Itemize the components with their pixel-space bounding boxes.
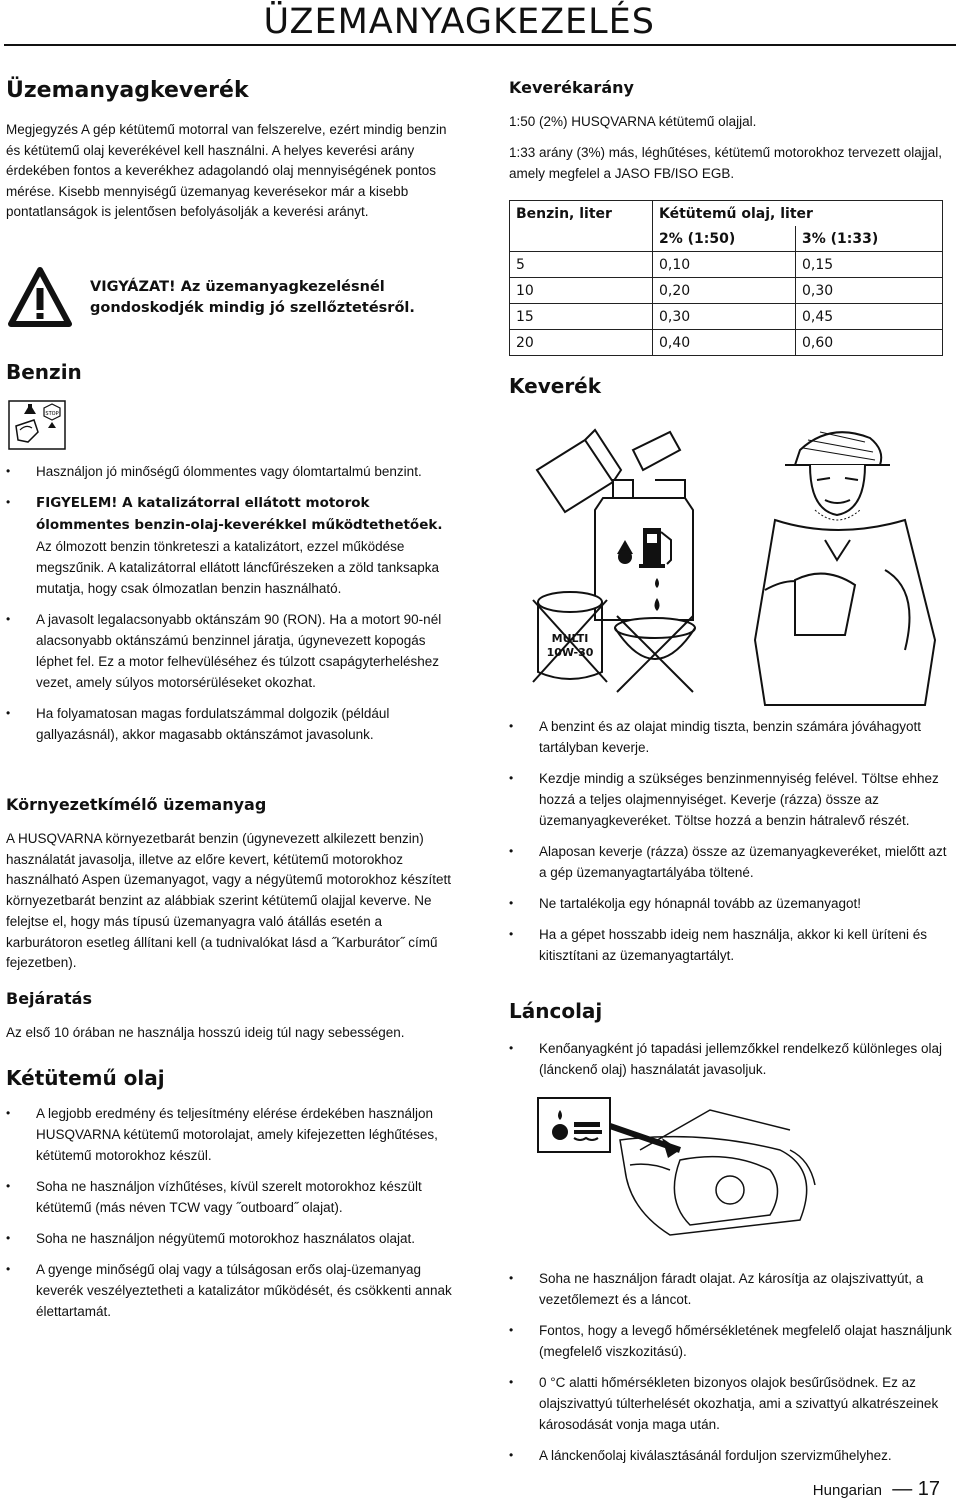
table-cell: 0,45 [796,304,943,330]
table-cell: 0,15 [796,252,943,278]
table-header-row [510,201,943,227]
table-cell: 0,20 [653,278,796,304]
oil-bullet: • A legjobb eredmény és teljesítmény elérése érdekében használjon HUSQVARNA kétütemű motorolajat, amely kifejezetten léghűtéses, kétütemű motorokhoz készül. [6,1103,456,1166]
mixing-bullet-list [509,716,955,976]
table-row [510,304,943,330]
table-cell: 0,60 [796,330,943,356]
table-cell: 5 [510,252,653,278]
chain-oil-bullet-list-bottom [509,1268,955,1476]
table-cell: 15 [510,304,653,330]
oil-bullet: • A gyenge minőségű olaj vagy a túlságosan erős olaj-üzemanyag keverék veszélyeztetheti a katalizátor működését, és csökkenti annak élettartamát. [6,1259,456,1322]
table-row [510,278,943,304]
mixing-bullet: • Alaposan keverje (rázza) össze az üzemanyagkeveréket, mielőtt azt a gép üzemanyagtartályába töltené. [509,841,955,883]
break-in-paragraph: Az első 10 órában ne használja hosszú ideig túl nagy sebességen. [6,1025,405,1040]
chain-oil-bullet: • Soha ne használjon fáradt olajat. Az károsítja az olajszivattyút, a vezetőlemezt és a láncot. [509,1268,955,1310]
eco-fuel-title: Környezetkímélő üzemanyag [6,795,267,814]
benzin-bullet: • A javasolt legalacsonyabb oktánszám 90 (RON). Ha a motort 90-nél alacsonyabb oktánszámú benzinnel járatja, úgynevezett kopogás léphet fel. Ez a motor felhevüléséhez és túlzott csapágyterheléshez vezet, amely súlyos motorsérüléseket okozhat. [6,609,456,693]
warning-line-1: VIGYÁZAT! Az üzemanyagkezelésnél [90,279,385,295]
mixing-bullet: • Ne tartalékolja egy hónapnál tovább az üzemanyagot! [509,893,955,914]
mixing-bullet: • A benzint és az olajat mindig tiszta, benzin számára jóváhagyott tartályban keverje. [509,716,955,758]
table-cell: 10 [510,278,653,304]
catalyst-warning-text: Az ólmozott benzin tönkreteszi a katalizátort, ezzel működése megszűnik. A katalizátorral ellátott láncfűrészeken a zöld tanksapka mutatja, hogy csak ólmozatlan benzin használható. [36,539,439,596]
chain-oil-bullet: • 0 °C alatti hőmérsékleten bizonyos olajok besűrűsödnek. Ez az olajszivattyú túlterhelését okozhatja, ami a szivattyú alkatrészeinek károsodását vonja maga után. [509,1372,955,1435]
table-subheader-empty [510,226,653,252]
oil-bullet-list [6,1103,456,1332]
table-row [510,330,943,356]
warning-icon [8,266,72,332]
stop-label: STOP [45,411,59,417]
benzin-bullet [6,492,456,599]
mixing-title: Keverék [509,374,602,398]
mix-ratio-table [509,200,943,356]
oil-bullet: • Soha ne használjon négyütemű motorokhoz használatos olajat. [6,1228,456,1249]
oil-bullet: • Soha ne használjon vízhűtéses, kívül szerelt motorokhoz készült kétütemű (más néven TCW vagy ˝outboard˝ olajat). [6,1176,456,1218]
chain-oil-bullet-list-top [509,1038,955,1090]
intro-paragraph: Megjegyzés A gép kétütemű motorral van felszerelve, ezért mindig benzin és kétütemű olaj keverékével kell használni. A helyes keverési arány érdekében fontos a keverékhez adagolandó olaj mennyiségének pontos mérése. Kisebb mennyiségű üzemanyag keverésekor már a kisebb pontatlanságok is jelentősen befolyásolják a keverési arányt. [6,122,447,219]
title-rule [4,44,956,46]
table-header-benzin: Benzin, liter [510,201,653,227]
chain-oil-title: Láncolaj [509,999,603,1023]
table-header-oil: Kétütemű olaj, liter [653,201,943,227]
can-label-1: MULTI [551,632,589,645]
page-title: ÜZEMANYAGKEZELÉS [263,2,655,42]
two-stroke-oil-title: Kétütemű olaj [6,1066,165,1090]
break-in-title: Bejáratás [6,989,92,1008]
table-subheader-3pct: 3% (1:33) [796,226,943,252]
table-row [510,252,943,278]
section-title-fuel-mixture: Üzemanyagkeverék [6,78,249,103]
mixing-illustration [525,420,950,714]
mixing-bullet: • Kezdje mindig a szükséges benzinmennyiség felével. Töltse ehhez hozzá a teljes olajmennyiséget. Keverje (rázza) össze az üzemanyagkeveréket. Töltse hozzá a benzin hátralevő részét. [509,768,955,831]
chain-oil-bullet: • Fontos, hogy a levegő hőmérsékletének megfelelő olajat használjunk (megfelelő viszkozitású). [509,1320,955,1362]
table-cell: 20 [510,330,653,356]
eco-fuel-paragraph: A HUSQVARNA környezetbarát benzin (úgynevezett alkilezett benzin) használatát javasolja, illetve az előre kevert, kétütemű motorokhoz használható Aspen üzemanyagot, vagy a négyütemű motorokhoz készített környezetbarát benzint az alábbiak szerint kétütemű olajjal keverve. Ne felejtse el, hogy más típusú üzemanyagra való átállás esetén a karburátoron esetleg állítani kell (a tudnivalókat lásd a ˝Karburátor˝ című fejezetben). [6,831,452,971]
mixing-bullet: • Ha a gépet hosszabb ideig nem használja, akkor ki kell üríteni és kitisztítani az üzemanyagtartályt. [509,924,955,966]
ratio-line-2: 1:33 arány (3%) más, léghűtéses, kétütemű motorokhoz tervezett olajjal, amely megfelel a JASO FB/ISO EGB. [509,145,942,181]
table-cell: 0,40 [653,330,796,356]
benzin-bullet: • Használjon jó minőségű ólommentes vagy ólomtartalmú benzint. [6,461,456,482]
benzin-bullet: • Ha folyamatosan magas fordulatszámmal dolgozik (például gallyazásnál), akkor magasabb oktánszámot javasolunk. [6,703,456,745]
table-subheader-2pct: 2% (1:50) [653,226,796,252]
chainsaw-oil-tank-illustration [530,1090,830,1244]
ratio-line-1: 1:50 (2%) HUSQVARNA kétütemű olajjal. [509,114,757,129]
catalyst-warning-bold: FIGYELEM! A katalizátorral ellátott motorok ólommentes benzin-olaj-keverékkel működtethetőek. [36,495,443,533]
refuel-stop-icon [8,400,66,454]
table-subheader-row [510,226,943,252]
warning-line-2: gondoskodjék mindig jó szellőztetésről. [90,300,415,316]
page-number: — 17 [892,1478,940,1500]
benzin-title: Benzin [6,360,82,384]
warning-text [90,277,430,319]
table-cell: 0,10 [653,252,796,278]
table-cell: 0,30 [796,278,943,304]
page-footer [813,1478,940,1501]
footer-language: Hungarian [812,1482,883,1499]
benzin-bullet-list [6,461,456,755]
page-number-value: 17 [917,1478,940,1500]
can-label-2: 10W-30 [546,646,594,659]
table-cell: 0,30 [653,304,796,330]
mix-ratio-title: Keverékarány [509,78,634,97]
chain-oil-bullet: • A lánckenőolaj kiválasztásánál forduljon szervizműhelyhez. [509,1445,955,1466]
chain-oil-bullet: • Kenőanyagként jó tapadási jellemzőkkel rendelkező különleges olaj (lánckenő olaj) használatát javasoljuk. [509,1038,955,1080]
